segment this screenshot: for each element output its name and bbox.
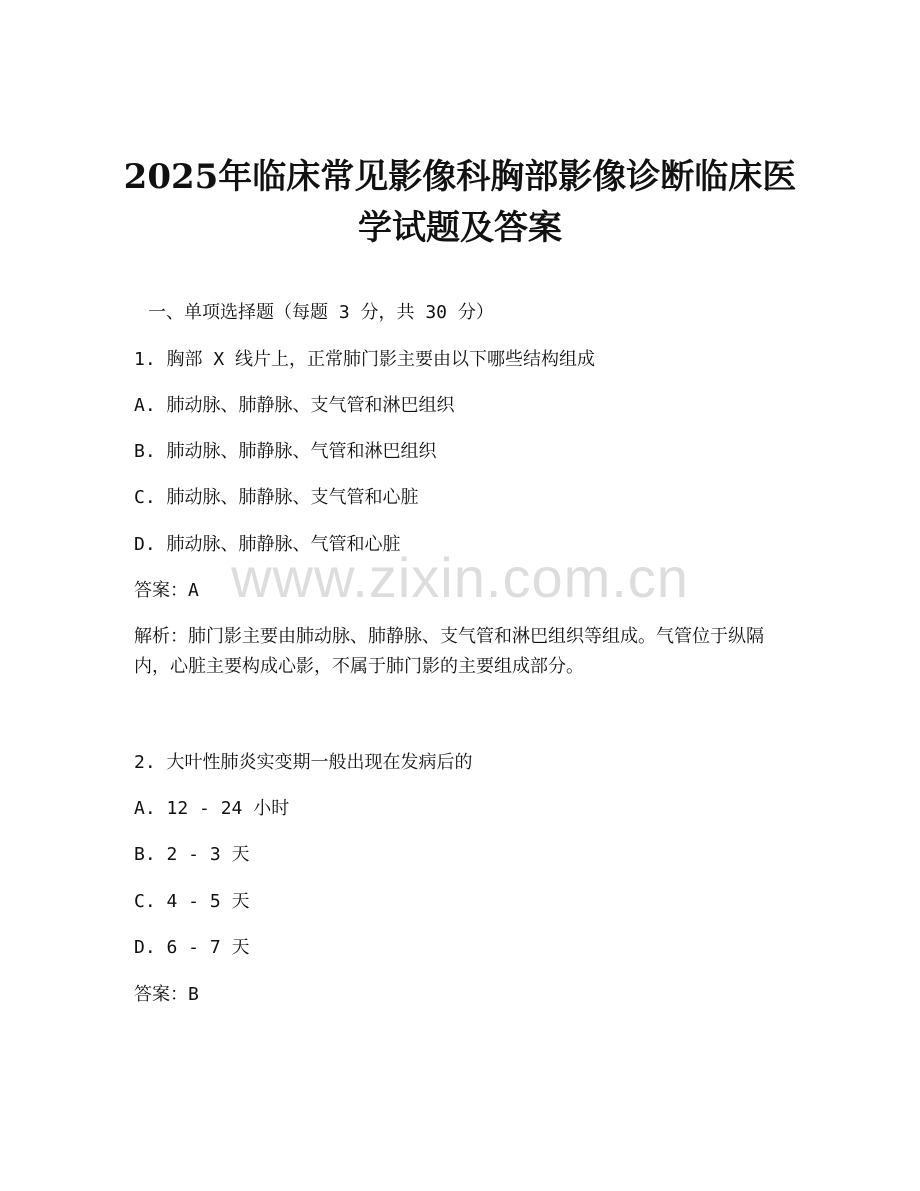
- section-heading: 一、单项选择题（每题 3 分，共 30 分）: [148, 302, 494, 323]
- document-title-line-2: 学试题及答案: [358, 208, 562, 248]
- question-2-option-c: C. 4 - 5 天: [134, 891, 250, 912]
- question-1-option-c: C. 肺动脉、肺静脉、支气管和心脏: [134, 487, 419, 508]
- question-2-option-a: A. 12 - 24 小时: [134, 798, 290, 819]
- question-1-option-d: D. 肺动脉、肺静脉、气管和心脏: [134, 534, 401, 555]
- question-1-option-b: B. 肺动脉、肺静脉、气管和淋巴组织: [134, 441, 437, 462]
- watermark: www.zixin.com.cn: [231, 546, 689, 609]
- question-2-answer: 答案：B: [134, 984, 199, 1005]
- question-2-option-b: B. 2 - 3 天: [134, 844, 250, 865]
- document-title-line-1: 2025年临床常见影像科胸部影像诊断临床医: [123, 157, 797, 197]
- question-2-option-d: D. 6 - 7 天: [134, 937, 250, 958]
- question-1-answer: 答案：A: [134, 580, 199, 601]
- question-1-stem: 1. 胸部 X 线片上，正常肺门影主要由以下哪些结构组成: [134, 349, 596, 370]
- question-2-stem: 2. 大叶性肺炎实变期一般出现在发病后的: [134, 752, 473, 773]
- question-1-explanation: 解析：肺门影主要由肺动脉、肺静脉、支气管和淋巴组织等组成。气管位于纵隔内，心脏主要构成心影，不属于肺门影的主要组成部分。: [134, 626, 764, 677]
- question-1-option-a: A. 肺动脉、肺静脉、支气管和淋巴组织: [134, 395, 455, 416]
